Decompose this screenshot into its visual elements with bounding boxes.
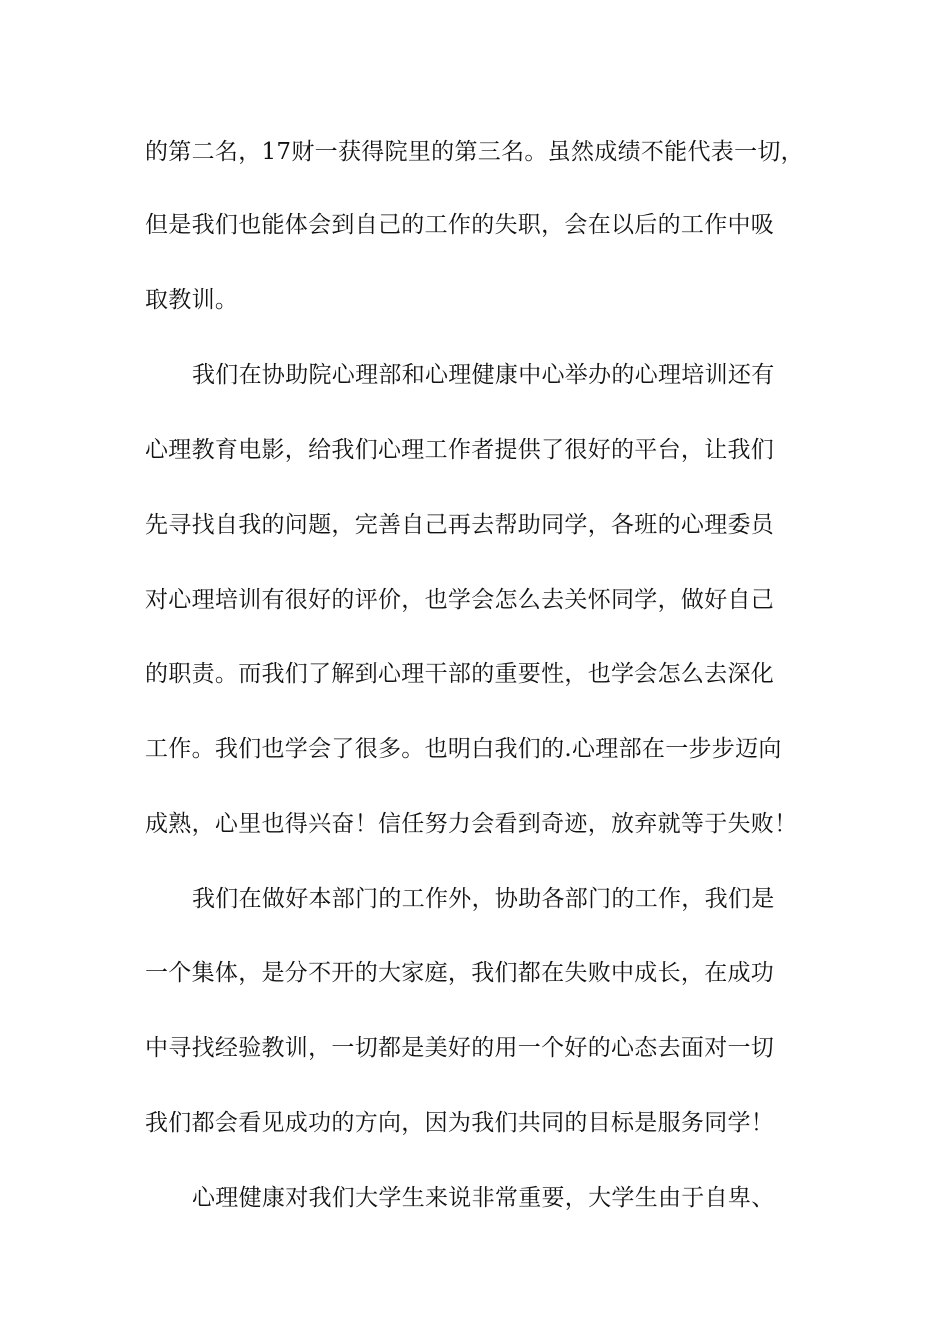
text-line: 取教训。 <box>145 287 239 313</box>
paragraph-first-line: 我们在协助院心理部和心理健康中心举办的心理培训还有 <box>192 362 775 388</box>
text-line: 一个集体，是分不开的大家庭，我们都在失败中成长，在成功 <box>145 960 775 986</box>
text-line: 先寻找自我的问题，完善自己再去帮助同学，各班的心理委员 <box>145 512 775 538</box>
text-line: 中寻找经验教训，一切都是美好的用一个好的心态去面对一切 <box>145 1035 775 1061</box>
text-line: 的第二名，17财一获得院里的第三名。虽然成绩不能代表一切， <box>145 139 804 165</box>
text-line: 我们都会看见成功的方向，因为我们共同的目标是服务同学！ <box>145 1110 775 1136</box>
text-line: 的职责。而我们了解到心理干部的重要性，也学会怎么去深化 <box>145 661 775 687</box>
text-line: 对心理培训有很好的评价，也学会怎么去关怀同学，做好自己 <box>145 587 775 613</box>
paragraph-first-line: 我们在做好本部门的工作外，协助各部门的工作，我们是 <box>192 886 775 912</box>
text-line: 心理教育电影，给我们心理工作者提供了很好的平台，让我们 <box>145 437 775 463</box>
text-line: 成熟，心里也得兴奋！信任努力会看到奇迹，放弃就等于失败！ <box>145 811 798 837</box>
text-line: 工作。我们也学会了很多。也明白我们的.心理部在一步步迈向 <box>145 736 782 762</box>
text-line: 但是我们也能体会到自己的工作的失职，会在以后的工作中吸 <box>145 212 775 238</box>
paragraph-first-line: 心理健康对我们大学生来说非常重要，大学生由于自卑、 <box>192 1185 775 1211</box>
